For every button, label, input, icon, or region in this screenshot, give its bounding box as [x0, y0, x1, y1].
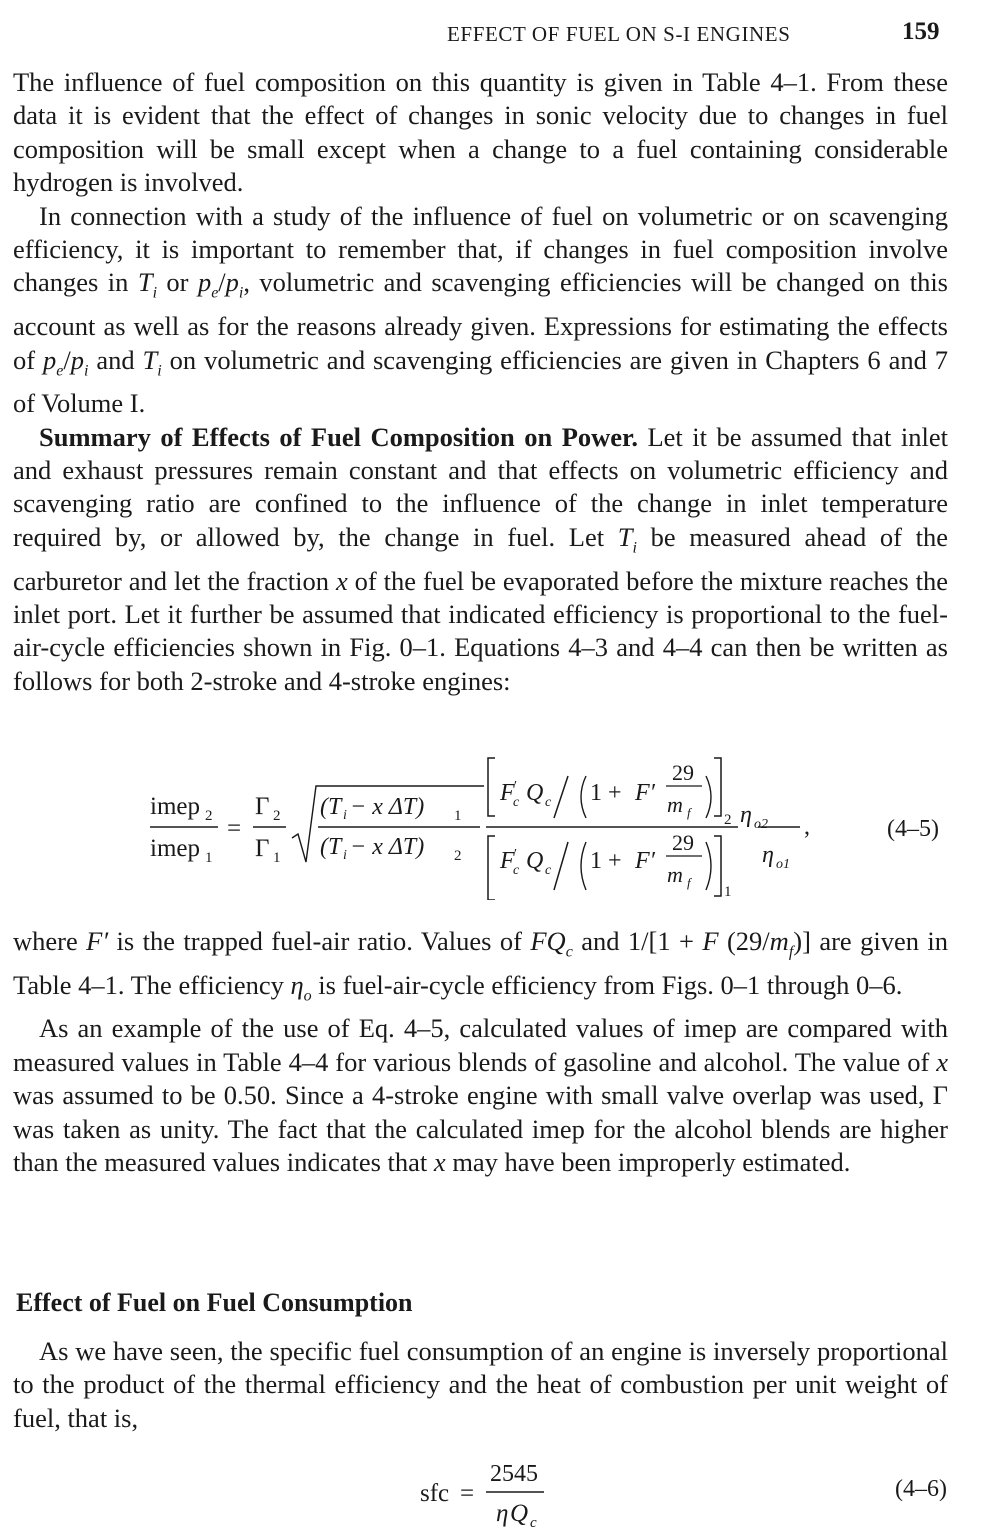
svg-text:imep: imep — [150, 793, 200, 820]
svg-text:1 +: 1 + — [590, 848, 622, 874]
svg-text:Q: Q — [526, 848, 544, 874]
paragraph-6: As we have seen, the specific fuel consumption of an engine is inversely proportional to the product of the thermal efficiency and the heat of combustion per unit weight of fuel, that is, — [13, 1336, 948, 1433]
paragraph-2: In connection with a study of the influence of fuel on volumetric or on scavenging efficiency, it is important to remember that, if changes in fuel composition involve changes in $T_i$ or $p_e/p_i$, volumetric and scavenging efficiencies will be changed on this account as well as for the reasons already given. Expressions for estimating the effects of $p_e/p_i$ and $T_i$ on volumetric and scavenging efficiencies are given in Chapters 6 and 7 of Volume I. — [13, 200, 948, 419]
svg-text:o2: o2 — [754, 817, 768, 832]
svg-text:′: ′ — [514, 847, 518, 862]
svg-text:o1: o1 — [776, 857, 790, 872]
svg-text:m: m — [667, 792, 683, 817]
svg-text:i: i — [343, 808, 347, 823]
paragraph-3: Summary of Effects of Fuel Composition on Power. Let it be assumed that inlet and exhaust pressures remain constant and that effects on volumetric efficiency and scavenging ratio are confined to the influence of the change in inlet temperature required by, or allowed by, the change in fuel. Let $T_i$ be measured ahead of the carburetor and let the fraction x of the fuel be evaporated before the mixture reaches the inlet port. Let it further be assumed that indicated efficiency is proportional to the fuel-air-cycle efficiencies shown in Fig. 0–1. Equations 4–3 and 4–4 can then be written as follows for both 2-stroke and 4-stroke engines: — [13, 421, 948, 696]
svg-text:1: 1 — [205, 850, 213, 866]
run-in-heading: Summary of Effects of Fuel Composition on Power. — [39, 421, 638, 452]
svg-text:c: c — [513, 863, 520, 878]
svg-text:f: f — [687, 805, 691, 820]
svg-text:1 +: 1 + — [590, 780, 622, 806]
body-text-middle — [13, 925, 948, 1179]
svg-text:=: = — [227, 815, 242, 842]
svg-text:c: c — [545, 863, 552, 878]
svg-text:c: c — [513, 795, 520, 810]
svg-text:− x ΔT): − x ΔT) — [350, 794, 425, 820]
running-header — [0, 18, 981, 52]
svg-text:1: 1 — [273, 850, 281, 866]
equation-number-4-5: (4–5) — [887, 816, 939, 842]
svg-text:c: c — [545, 795, 552, 810]
svg-text:F: F — [500, 780, 515, 806]
svg-text:i: i — [343, 848, 347, 863]
svg-text:m: m — [667, 862, 683, 887]
svg-text:sfc: sfc — [420, 1480, 450, 1507]
svg-text:η: η — [496, 1500, 509, 1527]
svg-text:2: 2 — [205, 808, 213, 824]
svg-text:1: 1 — [724, 884, 732, 900]
svg-text:2545: 2545 — [490, 1461, 538, 1487]
svg-text:c: c — [530, 1515, 537, 1531]
svg-text:Γ: Γ — [255, 793, 270, 820]
svg-text:F′: F′ — [635, 780, 655, 806]
equation-4-6 — [420, 1455, 580, 1531]
svg-text:Γ: Γ — [255, 835, 270, 862]
equation-number-4-6: (4–6) — [895, 1476, 947, 1502]
svg-text:− x ΔT): − x ΔT) — [350, 834, 425, 860]
svg-text:2: 2 — [273, 808, 281, 824]
body-text-lower — [13, 1335, 948, 1435]
svg-text:29: 29 — [672, 830, 694, 855]
page-number: 159 — [902, 18, 940, 45]
svg-text:η: η — [762, 842, 774, 868]
svg-text:2: 2 — [454, 848, 462, 864]
paragraph-5: As an example of the use of Eq. 4–5, calculated values of imep are compared with measured values in Table 4–4 for various blends of gasoline and alcohol. The value of x was assumed to be 0.50. Since a 4-stroke engine with small valve overlap was used, Γ was taken as unity. The fact that the calculated imep for the alcohol blends are higher than the measured values indicates that x may have been improperly estimated. — [13, 1013, 948, 1178]
equation-4-5-graphic — [150, 750, 830, 900]
paragraph-1: The influence of fuel composition on this quantity is given in Table 4–1. From these data it is evident that the effect of changes in sonic velocity due to changes in fuel composition will be small except when a change to a fuel containing considerable hydrogen is involved. — [13, 67, 948, 198]
paragraph-4: where F′ is the trapped fuel-air ratio. Values of $FQ_c$ and 1/[1 + F $(29/m_f)$] are given in Table 4–1. The efficiency $\eta_o$ is fuel-air-cycle efficiency from Figs. 0–1 through 0–6. — [13, 926, 948, 1004]
svg-text:F: F — [500, 848, 515, 874]
svg-text:Q: Q — [526, 780, 544, 806]
svg-text:imep: imep — [150, 835, 200, 862]
svg-text:Q: Q — [510, 1500, 529, 1527]
svg-text:f: f — [687, 875, 691, 890]
body-text-upper — [13, 66, 948, 698]
svg-text:(T: (T — [320, 834, 342, 860]
svg-text:2: 2 — [724, 812, 732, 828]
equation-4-6-graphic — [420, 1455, 580, 1531]
svg-text:′: ′ — [514, 779, 518, 794]
svg-text:=: = — [460, 1480, 475, 1507]
svg-text:η: η — [740, 802, 752, 828]
svg-text:F′: F′ — [635, 848, 655, 874]
svg-text:,: , — [804, 814, 810, 840]
svg-text:(T: (T — [320, 794, 342, 820]
section-heading: Effect of Fuel on Fuel Consumption — [16, 1288, 413, 1317]
svg-text:1: 1 — [454, 808, 462, 824]
running-title: EFFECT OF FUEL ON S-I ENGINES — [447, 22, 791, 46]
svg-text:29: 29 — [672, 760, 694, 785]
equation-4-5 — [150, 750, 830, 900]
